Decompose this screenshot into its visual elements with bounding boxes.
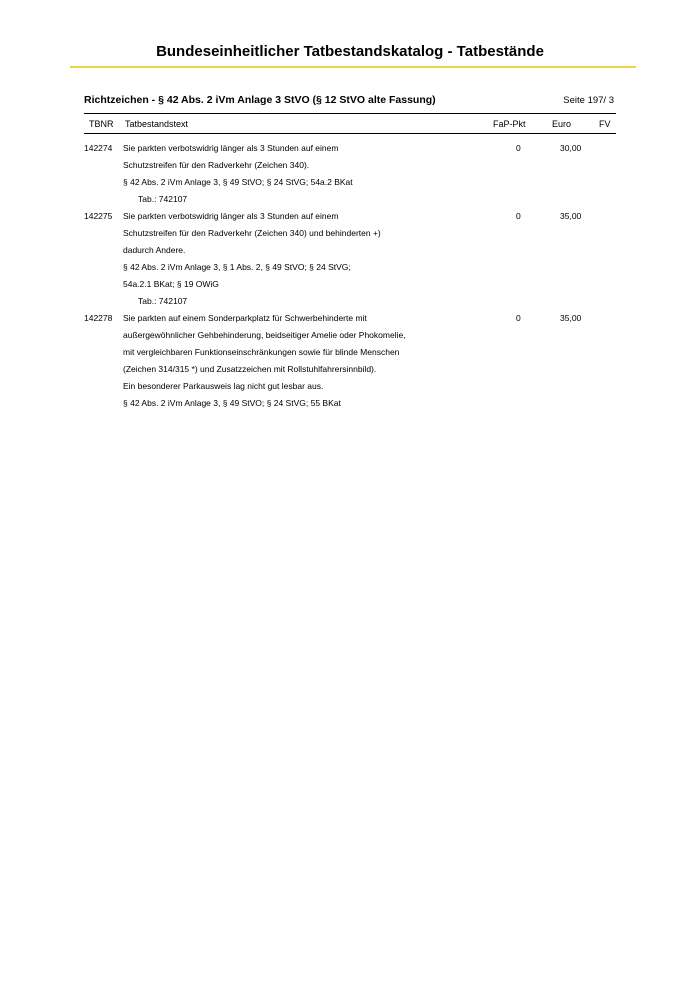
entry-text-line: (Zeichen 314/315 *) und Zusatzzeichen mit Rollstuhlfahrersinnbild). bbox=[123, 364, 377, 374]
entry-text-line: Schutzstreifen für den Radverkehr (Zeichen 340) und behinderten +) bbox=[123, 228, 381, 238]
entry-legal-reference: § 42 Abs. 2 iVm Anlage 3, § 49 StVO; § 24 StVG; 55 BKat bbox=[123, 398, 341, 408]
entry-text-line: dadurch Andere. bbox=[123, 245, 186, 255]
column-header-fap-pkt: FaP-Pkt bbox=[493, 119, 526, 129]
tbnr-cell: 142274 bbox=[84, 143, 113, 153]
table-header-bottom-rule bbox=[84, 133, 616, 134]
tbnr-cell: 142275 bbox=[84, 211, 113, 221]
tbnr-cell: 142278 bbox=[84, 313, 113, 323]
column-header-euro: Euro bbox=[552, 119, 572, 129]
title-underline bbox=[70, 66, 636, 68]
fap-pkt-cell: 0 bbox=[516, 211, 521, 221]
column-header-tbnr: TBNR bbox=[89, 119, 114, 129]
document-title: Bundeseinheitlicher Tatbestandskatalog - Tatbestände bbox=[156, 43, 544, 60]
fap-pkt-cell: 0 bbox=[516, 313, 521, 323]
entry-text-line: Sie parkten verbotswidrig länger als 3 Stunden auf einem bbox=[123, 211, 339, 221]
section-heading: Richtzeichen - § 42 Abs. 2 iVm Anlage 3 StVO (§ 12 StVO alte Fassung) bbox=[84, 94, 436, 106]
column-header-fv: FV bbox=[599, 119, 611, 129]
euro-cell: 35,00 bbox=[560, 211, 582, 221]
entry-text-line: Sie parkten auf einem Sonderparkplatz für Schwerbehinderte mit bbox=[123, 313, 367, 323]
table-header-top-rule bbox=[84, 113, 616, 114]
page-indicator: Seite 197/ 3 bbox=[563, 95, 614, 106]
euro-cell: 35,00 bbox=[560, 313, 582, 323]
entry-tab-reference: Tab.: 742107 bbox=[138, 296, 188, 306]
column-header-tatbestandstext: Tatbestandstext bbox=[125, 119, 189, 129]
entry-text-line: Ein besonderer Parkausweis lag nicht gut lesbar aus. bbox=[123, 381, 324, 391]
entry-legal-reference: § 42 Abs. 2 iVm Anlage 3, § 49 StVO; § 24 StVG; 54a.2 BKat bbox=[123, 177, 353, 187]
entry-legal-reference: 54a.2.1 BKat; § 19 OWiG bbox=[123, 279, 219, 289]
entry-legal-reference: § 42 Abs. 2 iVm Anlage 3, § 1 Abs. 2, § 49 StVO; § 24 StVG; bbox=[123, 262, 351, 272]
fap-pkt-cell: 0 bbox=[516, 143, 521, 153]
euro-cell: 30,00 bbox=[560, 143, 582, 153]
entry-text-line: mit vergleichbaren Funktionseinschränkungen sowie für blinde Menschen bbox=[123, 347, 400, 357]
entry-text-line: Schutzstreifen für den Radverkehr (Zeichen 340). bbox=[123, 160, 310, 170]
entry-tab-reference: Tab.: 742107 bbox=[138, 194, 188, 204]
entry-text-line: Sie parkten verbotswidrig länger als 3 Stunden auf einem bbox=[123, 143, 339, 153]
entry-text-line: außergewöhnlicher Gehbehinderung, beidseitiger Amelie oder Phokomelie, bbox=[123, 330, 406, 340]
